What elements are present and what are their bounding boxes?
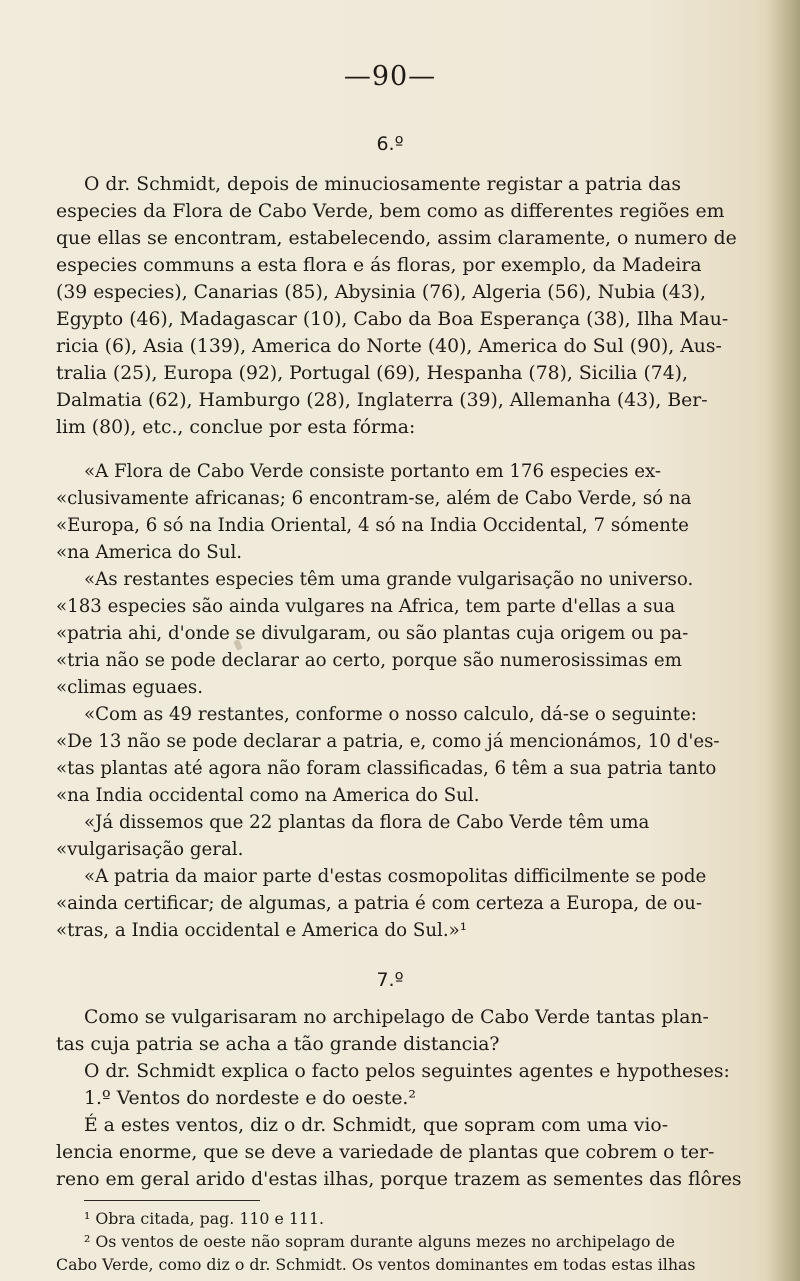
paragraph-line: reno em geral arido d'estas ilhas, porque trazem as sementes das flôres [56,1169,742,1190]
page-number: —90— [343,61,437,92]
paragraph-line: Egypto (46), Madagascar (10), Cabo da Boa Esperança (38), Ilha Mau- [56,309,729,330]
quoted-line: «patria ahi, d'onde se divulgaram, ou são plantas cuja origem ou pa- [56,623,689,644]
paragraph-line: especies da Flora de Cabo Verde, bem como as differentes regiões em [56,201,725,222]
section-heading-6: 6.º [376,133,404,155]
quoted-line: «tria não se pode declarar ao certo, porque são numerosissimas em [56,650,682,671]
paragraph-line: O dr. Schmidt explica o facto pelos seguintes agentes e hypotheses: [84,1061,730,1082]
quoted-line: «Europa, 6 só na India Oriental, 4 só na India Occidental, 7 sómente [56,515,689,536]
paragraph-line: especies communs a esta flora e ás floras, por exemplo, da Madeira [56,255,702,276]
quoted-line: «A Flora de Cabo Verde consiste portanto em 176 especies ex- [84,461,662,482]
paragraph-line: 1.º Ventos do nordeste e do oeste.² [84,1088,416,1109]
paragraph-line: lim (80), etc., conclue por esta fórma: [56,417,416,438]
footnote-separator [84,1200,260,1201]
paragraph-line: tralia (25), Europa (92), Portugal (69), Hespanha (78), Sicilia (74), [56,363,688,384]
paragraph-line: que ellas se encontram, estabelecendo, assim claramente, o numero de [56,228,737,249]
quoted-line: «As restantes especies têm uma grande vulgarisação no universo. [84,569,694,590]
paragraph-line: ricia (6), Asia (139), America do Norte (40), America do Sul (90), Aus- [56,336,722,357]
quoted-line: «vulgarisação geral. [56,839,244,860]
page-edge-shadow [766,0,800,1281]
paragraph-line: O dr. Schmidt, depois de minuciosamente registar a patria das [84,174,681,195]
quoted-line: «tras, a India occidental e America do Sul.»¹ [56,920,468,941]
quoted-line: «tas plantas até agora não foram classificadas, 6 têm a sua patria tanto [56,758,717,779]
footnote-line: Cabo Verde, como diz o dr. Schmidt. Os ventos dominantes em todas estas ilhas [56,1255,696,1274]
paragraph-line: tas cuja patria se acha a tão grande distancia? [56,1034,500,1055]
paragraph-line: Dalmatia (62), Hamburgo (28), Inglaterra (39), Allemanha (43), Ber- [56,390,708,411]
paragraph-line: (39 especies), Canarias (85), Abysinia (76), Algeria (56), Nubia (43), [56,282,706,303]
paragraph-line: É a estes ventos, diz o dr. Schmidt, que sopram com uma vio- [84,1115,669,1136]
footnote-line: ² Os ventos de oeste não sopram durante alguns mezes no archipelago de [84,1232,675,1251]
quoted-line: «Já dissemos que 22 plantas da flora de Cabo Verde têm uma [84,812,650,833]
quoted-line: «climas eguaes. [56,677,203,698]
quoted-line: «Com as 49 restantes, conforme o nosso calculo, dá-se o seguinte: [84,704,697,725]
quoted-line: «183 especies são ainda vulgares na Africa, tem parte d'ellas a sua [56,596,676,617]
quoted-line: «De 13 não se pode declarar a patria, e, como já mencionámos, 10 d'es- [56,731,720,752]
paragraph-line: lencia enorme, que se deve a variedade de plantas que cobrem o ter- [56,1142,715,1163]
quoted-line: «A patria da maior parte d'estas cosmopolitas difficilmente se pode [84,866,707,887]
quoted-line: «ainda certificar; de algumas, a patria é com certeza a Europa, de ou- [56,893,702,914]
quoted-line: «na India occidental como na America do Sul. [56,785,480,806]
quoted-line: «na America do Sul. [56,542,243,563]
quoted-line: «clusivamente africanas; 6 encontram-se, além de Cabo Verde, só na [56,488,692,509]
footnote-line: ¹ Obra citada, pag. 110 e 111. [84,1209,325,1228]
section-heading-7: 7.º [376,969,404,991]
paragraph-line: Como se vulgarisaram no archipelago de Cabo Verde tantas plan- [84,1007,709,1028]
